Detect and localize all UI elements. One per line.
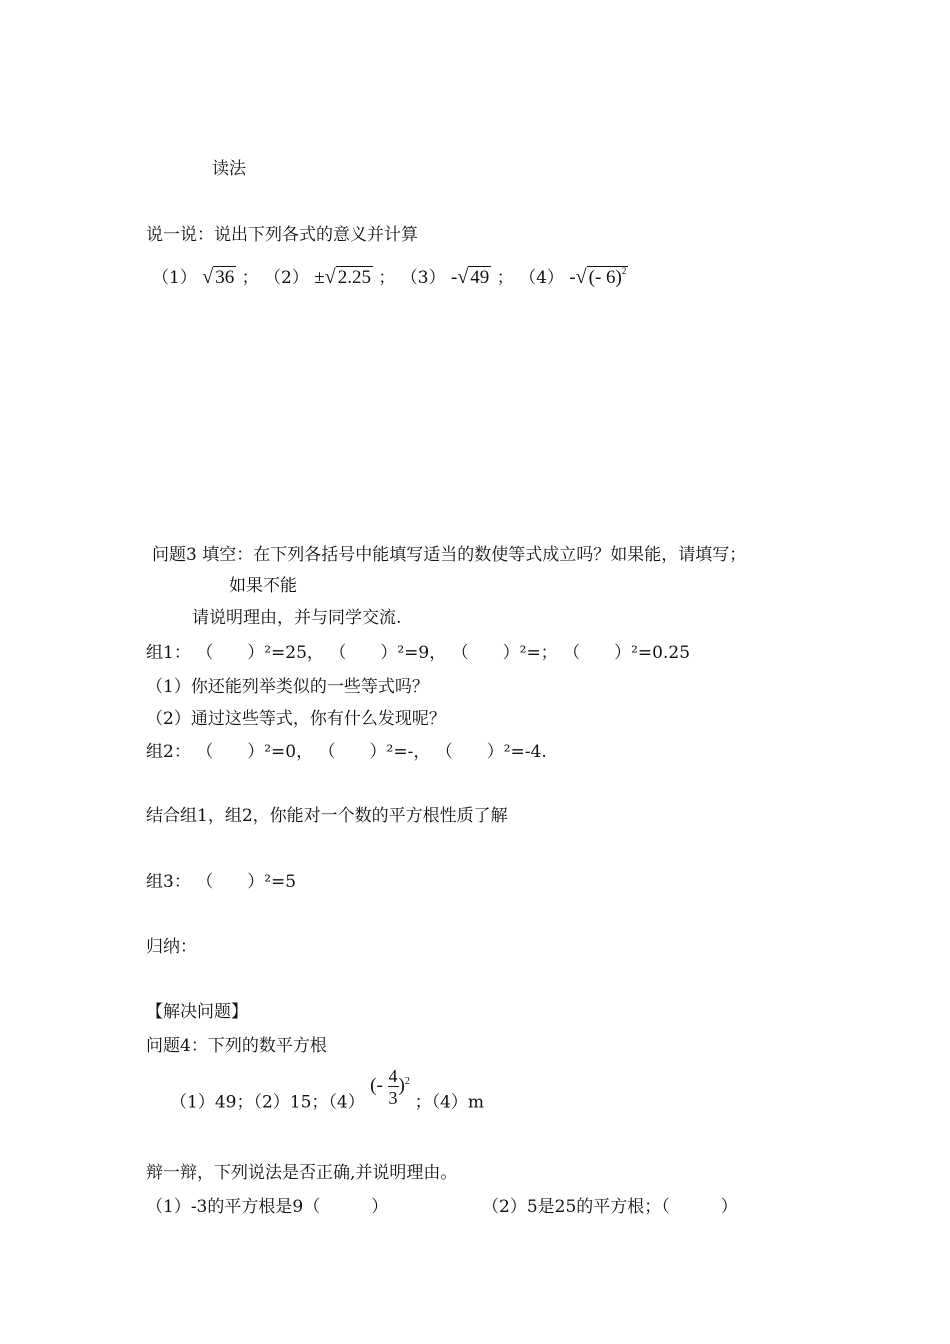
say-item-4: （4） -√ (- 6)$^2$ xyxy=(519,266,627,288)
problem4-text: 问题4：下列的数平方根 xyxy=(146,1036,327,1056)
group1-label: 组1： xyxy=(146,643,191,663)
group2-label: 组2： xyxy=(146,742,191,762)
group3-expr: （ ）²=5 xyxy=(196,872,297,892)
question-1: （1）你还能列举类似的一些等式吗？ xyxy=(146,677,429,697)
debate-item-2: （2）5是25的平方根；（ ） xyxy=(482,1197,738,1217)
radical-neg6-squared: √ (- 6)$^2$ xyxy=(575,266,627,288)
group2-line xyxy=(146,744,547,761)
group2-item: （ ）²=0， xyxy=(196,742,314,762)
group2-item: （ ）²=-4. xyxy=(435,742,547,762)
debate-heading: 辩一辩，下列说法是否正确,并说明理由。 xyxy=(146,1163,458,1183)
question-2: （2）通过这些等式，你有什么发现呢？ xyxy=(146,709,446,729)
reading-label: 读法 xyxy=(212,159,246,179)
problem3-line3: 请说明理由，并与同学交流. xyxy=(192,608,402,628)
say-item-1: （1） √ 36 ； xyxy=(152,266,259,288)
group1-item: （ ）²=9， xyxy=(329,643,447,663)
say-item-2: （2） ±√ 2.25 ； xyxy=(264,266,396,288)
solve-heading: 【解决问题】 xyxy=(146,1002,248,1022)
debate-item-1: （1）-3的平方根是9（ ） xyxy=(146,1197,389,1217)
summary-label: 归纳： xyxy=(146,937,197,957)
radical-49: √ 49 xyxy=(457,266,490,288)
problem4-items: （1）49；（2）15；（4） (- $\frac{4}{3}$ )$^2$ ；（4）m xyxy=(170,1066,485,1113)
group2-item: （ ）²=-， xyxy=(318,742,431,762)
problem3-line2: 如果不能 xyxy=(229,576,297,596)
say-heading: 说一说：说出下列各式的意义并计算 xyxy=(146,225,418,245)
group1-item: （ ）²=0.25 xyxy=(563,643,691,663)
group1-item: （ ）²=； xyxy=(451,643,558,663)
combine-text: 结合组1，组2，你能对一个数的平方根性质了解 xyxy=(146,806,508,826)
say-item-3: （3） -√ 49 ； xyxy=(400,266,514,288)
radical-36: √ 36 xyxy=(202,266,235,288)
group1-line xyxy=(146,645,690,662)
radical-2-25: √ 2.25 xyxy=(324,266,371,288)
group1-item: （ ）²=25， xyxy=(196,643,324,663)
group3-label: 组3： xyxy=(146,872,191,892)
group3-line xyxy=(146,874,296,891)
fraction-expression: (- $\frac{4}{3}$ )$^2$ xyxy=(370,1066,410,1108)
say-items-line xyxy=(152,267,628,287)
problem3-line1: 问题3 填空：在下列各括号中能填写适当的数使等式成立吗？如果能，请填写； xyxy=(152,545,747,565)
